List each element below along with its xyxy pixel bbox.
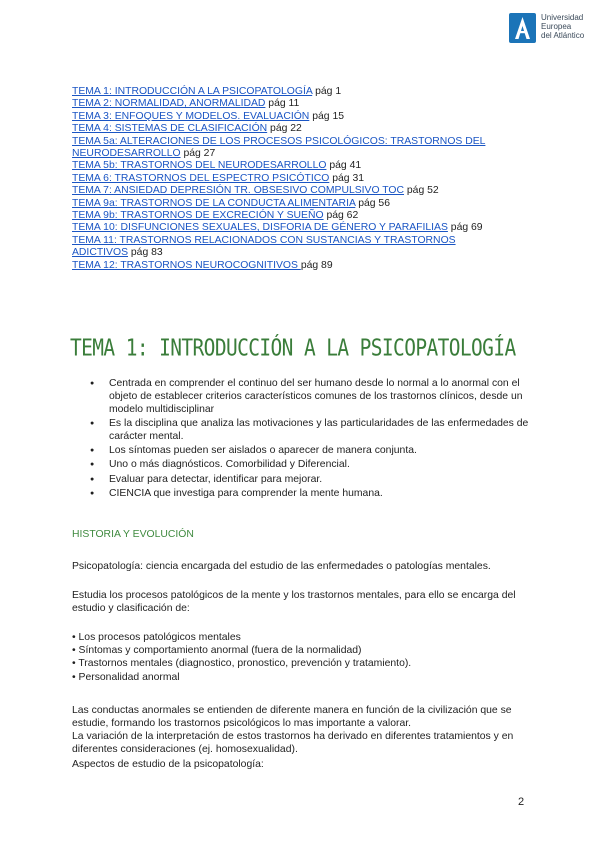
toc-entry: [72, 160, 532, 172]
paragraph-interpretation: La variación de la interpretación de estos trastornos ha derivado en diferentes tratamientos y en diferentes consideraciones (ej. homosexualidad).: [72, 731, 514, 755]
toc-page: pág 62: [323, 210, 359, 222]
paragraph-scope: Estudia los procesos patológicos de la mente y los trastornos mentales, para ello se encarga del estudio y clasificación de:: [72, 590, 516, 614]
toc-page: pág 15: [309, 110, 344, 122]
study-item: • Síntomas y comportamiento anormal (fuera de la normalidad): [72, 644, 411, 657]
toc-entry: [72, 136, 532, 148]
study-item: • Los procesos patológicos mentales: [72, 631, 411, 644]
page-number: 2: [518, 796, 525, 808]
toc-entry: [72, 111, 532, 123]
intro-bullet: ● Es la disciplina que analiza las motivaciones y las particularidades de las enfermedades de carácter mental.: [90, 418, 530, 444]
toc-link[interactable]: TEMA 9b: TRASTORNOS DE EXCRECIÓN Y SUEÑO: [72, 210, 324, 222]
toc-page: pág 41: [326, 160, 362, 172]
toc-link[interactable]: TEMA 7: ANSIEDAD DEPRESIÓN TR. OBSESIVO COMPULSIVO TOC: [72, 185, 405, 197]
toc-page: pág 56: [355, 197, 390, 209]
study-item: • Trastornos mentales (diagnostico, pronostico, prevención y tratamiento).: [72, 657, 411, 670]
toc-entry: [72, 260, 532, 272]
toc-entry: [72, 173, 532, 185]
toc-link[interactable]: TEMA 1: INTRODUCCIÓN A LA PSICOPATOLOGÍA: [72, 86, 313, 97]
toc-entry: [72, 123, 532, 135]
study-item: • Personalidad anormal: [72, 671, 411, 684]
toc-page: pág 52: [404, 185, 439, 197]
intro-bullet: ● Los síntomas pueden ser aislados o aparecer de manera conjunta.: [90, 445, 530, 458]
toc-link[interactable]: ADICTIVOS: [72, 247, 129, 259]
toc-link[interactable]: TEMA 11: TRASTORNOS RELACIONADOS CON SUSTANCIAS Y TRASTORNOS: [72, 234, 456, 246]
chapter-heading: TEMA 1: INTRODUCCIÓN A LA PSICOPATOLOGÍA: [70, 334, 516, 362]
toc-link[interactable]: TEMA 5b: TRASTORNOS DEL NEURODESARROLLO: [72, 160, 327, 172]
toc-link[interactable]: TEMA 10: DISFUNCIONES SEXUALES, DISFORIA DE GÉNERO Y PARAFILIAS: [72, 222, 448, 234]
toc-page: pág 69: [447, 222, 483, 234]
toc-link[interactable]: TEMA 3: ENFOQUES Y MODELOS. EVALUACIÓN: [72, 110, 310, 122]
toc-entry: [72, 198, 532, 210]
study-items-list: [72, 631, 411, 684]
toc-entry: [72, 247, 532, 259]
logo-line-3: del Atlántico: [541, 31, 585, 41]
paragraph-abnormal-conduct: Las conductas anormales se entienden de diferente manera en función de la civilización que se estudie, formando los trastornos psicológicos lo mas importante a valorar.: [72, 705, 512, 729]
section-title: HISTORIA Y EVOLUCIÓN: [72, 529, 194, 540]
intro-bullet-list: [90, 378, 530, 502]
university-logo-text: [541, 13, 584, 41]
toc-page: pág 1: [312, 86, 342, 97]
toc-link[interactable]: TEMA 4: SISTEMAS DE CLASIFICACIÓN: [72, 123, 268, 135]
intro-bullet: ● Evaluar para detectar, identificar para mejorar.: [90, 474, 530, 487]
toc-entry: [72, 86, 532, 98]
toc-link[interactable]: TEMA 12: TRASTORNOS NEUROCOGNITIVOS: [72, 259, 301, 271]
toc-link[interactable]: TEMA 2: NORMALIDAD, ANORMALIDAD: [72, 98, 266, 110]
toc-page: pág 89: [300, 259, 333, 271]
toc-page: pág 27: [180, 148, 216, 160]
toc-entry: [72, 148, 532, 160]
toc-entry: [72, 210, 532, 222]
toc-page: pág 31: [329, 172, 364, 184]
toc-link[interactable]: TEMA 6: TRASTORNOS DEL ESPECTRO PSICÓTICO: [72, 172, 330, 184]
paragraph-aspects: Aspectos de estudio de la psicopatología:: [72, 759, 264, 770]
university-logo: [509, 13, 584, 43]
toc-link[interactable]: TEMA 9a: TRASTORNOS DE LA CONDUCTA ALIMENTARIA: [72, 197, 356, 209]
university-logo-icon: [509, 13, 536, 43]
toc-entry: [72, 222, 532, 234]
logo-line-1: Universidad: [541, 13, 584, 22]
intro-bullet: ● Uno o más diagnósticos. Comorbilidad y Diferencial.: [90, 459, 530, 472]
toc-entry: [72, 98, 532, 110]
toc-page: pág 83: [128, 247, 163, 259]
table-of-contents: [72, 86, 532, 272]
paragraph-definition: Psicopatología: ciencia encargada del estudio de las enfermedades o patologías mentales.: [72, 561, 491, 572]
toc-entry: [72, 235, 532, 247]
toc-link[interactable]: TEMA 5a: ALTERACIONES DE LOS PROCESOS PSICOLÓGICOS: TRASTORNOS DEL: [72, 135, 486, 147]
intro-bullet: ● Centrada en comprender el continuo del ser humano desde lo normal a lo anormal con el objeto de establecer criterios característicos comunes de los trastornos clínicos, desde un modelo multidisciplinar: [90, 378, 530, 416]
intro-bullet: ● CIENCIA que investiga para comprender la mente humana.: [90, 488, 530, 501]
toc-entry: [72, 185, 532, 197]
logo-line-2: Europea: [541, 22, 572, 32]
toc-page: pág 22: [267, 123, 302, 135]
toc-link[interactable]: NEURODESARROLLO: [72, 148, 181, 160]
toc-page: pág 11: [265, 98, 300, 110]
